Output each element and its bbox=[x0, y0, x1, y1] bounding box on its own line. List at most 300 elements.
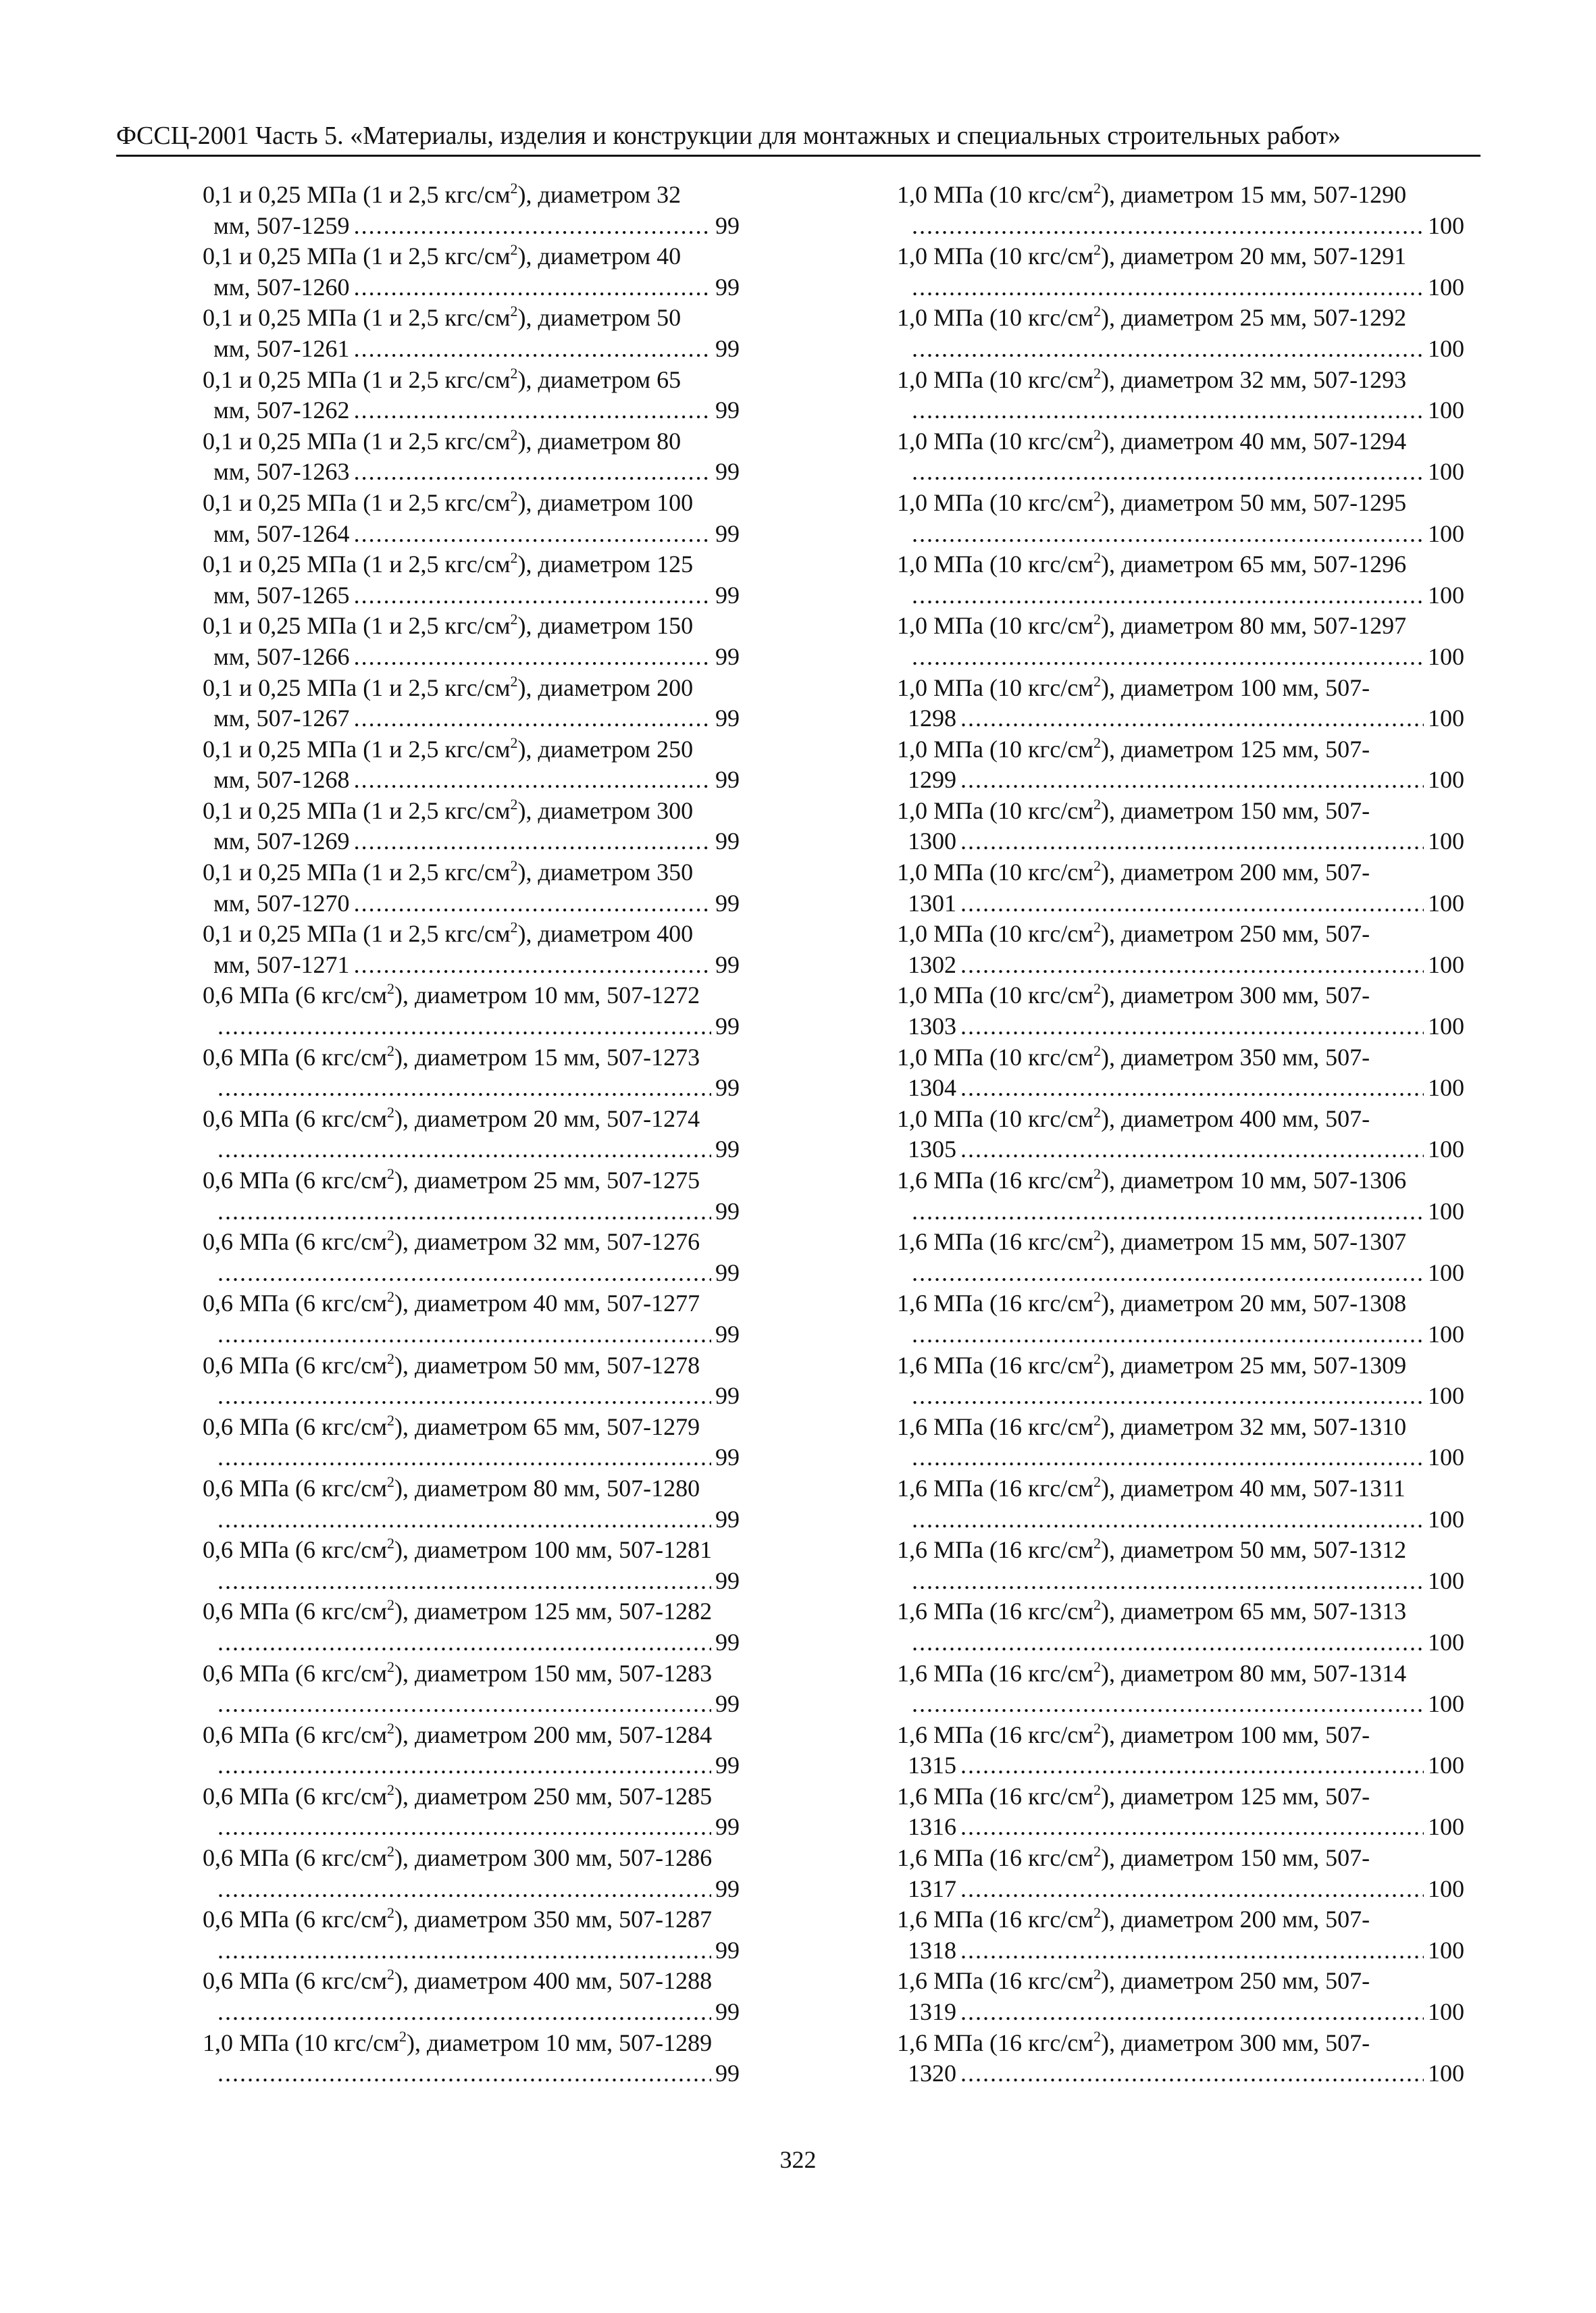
entry-title bbox=[203, 241, 740, 272]
entry-title-tail: ), диаметром 350 мм, 507-1287 bbox=[394, 1906, 713, 1933]
dot-leader bbox=[912, 1319, 1424, 1350]
dot-leader bbox=[912, 580, 1424, 611]
dot-leader bbox=[960, 765, 1424, 796]
entry-superscript: 2 bbox=[1093, 672, 1101, 690]
entry-superscript: 2 bbox=[1093, 364, 1101, 382]
entry-title bbox=[897, 426, 1464, 457]
entry-title-tail: ), диаметром 200 мм, 507- bbox=[1100, 859, 1370, 886]
entry-superscript: 2 bbox=[1093, 1350, 1101, 1367]
entry-code: 1298 bbox=[908, 705, 956, 732]
entry-page-ref: 100 bbox=[1428, 705, 1464, 732]
entry-page-ref: 99 bbox=[715, 950, 740, 978]
entry-continuation bbox=[203, 950, 740, 981]
entry-title-tail: ), диаметром 300 мм, 507- bbox=[1100, 982, 1370, 1009]
entry-title-tail: ), диаметром 15 мм, 507-1290 bbox=[1100, 181, 1407, 208]
entry-superscript: 2 bbox=[386, 1966, 394, 1983]
entry-superscript: 2 bbox=[510, 857, 518, 875]
index-entry bbox=[897, 734, 1464, 796]
index-entry bbox=[203, 1473, 740, 1535]
entry-superscript: 2 bbox=[1093, 2027, 1101, 2045]
entry-superscript: 2 bbox=[1093, 1535, 1101, 1552]
entry-title-tail: ), диаметром 10 мм, 507-1272 bbox=[394, 982, 700, 1009]
entry-superscript: 2 bbox=[386, 1350, 394, 1367]
entry-superscript: 2 bbox=[1093, 1904, 1101, 1922]
entry-code: мм, 507-1269 bbox=[213, 828, 350, 855]
entry-title-text: 1,6 МПа (16 кгс/см bbox=[897, 1167, 1093, 1194]
entry-page-ref: 99 bbox=[715, 397, 740, 424]
entry-page-ref: 100 bbox=[1428, 1936, 1464, 1964]
entry-continuation bbox=[897, 1997, 1464, 2028]
entry-title-tail: ), диаметром 150 мм, 507-1283 bbox=[394, 1659, 713, 1687]
entry-title-text: 1,0 МПа (10 кгс/см bbox=[897, 1043, 1093, 1071]
entry-superscript: 2 bbox=[510, 180, 518, 197]
entry-title-tail: ), диаметром 200 мм, 507-1284 bbox=[394, 1721, 713, 1748]
index-entry bbox=[203, 1042, 740, 1104]
entry-title bbox=[897, 1473, 1464, 1504]
index-entry bbox=[203, 980, 740, 1042]
index-entry bbox=[203, 857, 740, 919]
entry-page-ref: 100 bbox=[1428, 397, 1464, 424]
entry-page-ref: 99 bbox=[715, 642, 740, 670]
entry-title-text: 1,0 МПа (10 кгс/см bbox=[897, 982, 1093, 1009]
entry-superscript: 2 bbox=[1093, 426, 1101, 443]
entry-title-tail: ), диаметром 300 мм, 507- bbox=[1100, 2029, 1370, 2056]
entry-title-tail: ), диаметром 80 мм, 507-1280 bbox=[394, 1474, 700, 1502]
index-entry bbox=[897, 1658, 1464, 1720]
entry-continuation bbox=[897, 1566, 1464, 1597]
entry-title-tail: ), диаметром 250 мм, 507- bbox=[1100, 1967, 1370, 1995]
entry-title-tail: ), диаметром 100 мм, 507- bbox=[1100, 673, 1370, 701]
entry-title-tail: ), диаметром 200 bbox=[517, 673, 694, 701]
entry-title-text: 1,6 МПа (16 кгс/см bbox=[897, 1413, 1093, 1440]
entry-code: 1319 bbox=[908, 1998, 956, 2026]
index-entry bbox=[203, 919, 740, 980]
entry-title-text: 1,6 МПа (16 кгс/см bbox=[897, 1967, 1093, 1995]
entry-title-tail: ), диаметром 32 мм, 507-1310 bbox=[1100, 1413, 1407, 1440]
entry-page-ref: 99 bbox=[715, 1936, 740, 1964]
entry-code: мм, 507-1259 bbox=[213, 211, 350, 239]
entry-title bbox=[203, 1658, 740, 1689]
entry-continuation bbox=[897, 703, 1464, 734]
entry-page-ref: 100 bbox=[1428, 273, 1464, 301]
entry-title-text: 1,6 МПа (16 кгс/см bbox=[897, 1536, 1093, 1564]
entry-title bbox=[203, 1042, 740, 1073]
entry-title-tail: ), диаметром 80 bbox=[517, 427, 681, 455]
dot-leader bbox=[960, 1073, 1424, 1104]
index-entry bbox=[897, 1042, 1464, 1104]
entry-code: мм, 507-1263 bbox=[213, 458, 350, 486]
entry-title bbox=[203, 1720, 740, 1751]
entry-title bbox=[897, 1288, 1464, 1319]
entry-title-text: 1,0 МПа (10 кгс/см bbox=[897, 796, 1093, 824]
index-entry bbox=[897, 488, 1464, 549]
entry-title bbox=[897, 1350, 1464, 1381]
dot-leader bbox=[912, 1196, 1424, 1227]
entry-title-tail: ), диаметром 100 мм, 507-1281 bbox=[394, 1536, 713, 1564]
entry-title-tail: ), диаметром 150 мм, 507- bbox=[1100, 796, 1370, 824]
dot-leader bbox=[912, 457, 1424, 488]
entry-title-text: 1,0 МПа (10 кгс/см bbox=[897, 243, 1093, 270]
entry-title-tail: ), диаметром 65 мм, 507-1313 bbox=[1100, 1598, 1407, 1625]
entry-continuation bbox=[897, 272, 1464, 303]
entry-page-ref: 99 bbox=[715, 1567, 740, 1594]
entry-page-ref: 100 bbox=[1428, 1628, 1464, 1656]
entry-title-tail: ), диаметром 50 мм, 507-1295 bbox=[1100, 488, 1407, 516]
entry-title-text: 1,6 МПа (16 кгс/см bbox=[897, 1228, 1093, 1256]
dot-leader bbox=[217, 1812, 711, 1843]
entry-continuation bbox=[203, 765, 740, 796]
entry-title-text: 0,6 МПа (6 кгс/см bbox=[203, 1351, 387, 1379]
entry-page-ref: 100 bbox=[1428, 1567, 1464, 1594]
dot-leader bbox=[217, 1319, 711, 1350]
entry-continuation bbox=[897, 1258, 1464, 1289]
entry-superscript: 2 bbox=[1093, 303, 1101, 320]
entry-title-tail: ), диаметром 250 мм, 507- bbox=[1100, 920, 1370, 948]
index-entry bbox=[897, 1104, 1464, 1165]
entry-page-ref: 100 bbox=[1428, 1752, 1464, 1779]
entry-page-ref: 100 bbox=[1428, 1813, 1464, 1841]
entry-page-ref: 100 bbox=[1428, 2060, 1464, 2087]
entry-superscript: 2 bbox=[386, 1165, 394, 1182]
entry-code: мм, 507-1261 bbox=[213, 334, 350, 362]
entry-continuation bbox=[203, 1935, 740, 1966]
entry-title bbox=[897, 611, 1464, 642]
entry-code: 1318 bbox=[908, 1936, 956, 1964]
entry-page-ref: 100 bbox=[1428, 828, 1464, 855]
index-entry bbox=[897, 426, 1464, 488]
entry-title bbox=[203, 1227, 740, 1258]
entry-title bbox=[897, 1412, 1464, 1443]
entry-page-ref: 100 bbox=[1428, 1136, 1464, 1163]
entry-page-ref: 99 bbox=[715, 1875, 740, 1902]
entry-title-text: 0,6 МПа (6 кгс/см bbox=[203, 1043, 387, 1071]
dot-leader bbox=[960, 1812, 1424, 1843]
entry-title-text: 0,1 и 0,25 МПа (1 и 2,5 кгс/см bbox=[203, 920, 511, 948]
entry-title bbox=[897, 549, 1464, 580]
entry-continuation bbox=[203, 1073, 740, 1104]
index-entry bbox=[203, 426, 740, 488]
entry-title bbox=[897, 857, 1464, 888]
dot-leader bbox=[960, 1134, 1424, 1165]
entry-page-ref: 100 bbox=[1428, 1259, 1464, 1286]
entry-title-text: 0,6 МПа (6 кгс/см bbox=[203, 1967, 387, 1995]
entry-page-ref: 99 bbox=[715, 1505, 740, 1533]
entry-page-ref: 100 bbox=[1428, 458, 1464, 486]
dot-leader bbox=[354, 642, 711, 673]
entry-title bbox=[897, 241, 1464, 272]
index-entry bbox=[897, 1720, 1464, 1781]
entry-superscript: 2 bbox=[386, 1535, 394, 1552]
dot-leader bbox=[354, 334, 711, 365]
dot-leader bbox=[912, 519, 1424, 550]
dot-leader bbox=[912, 1504, 1424, 1535]
entry-title-tail: ), диаметром 150 мм, 507- bbox=[1100, 1844, 1370, 1872]
entry-superscript: 2 bbox=[1093, 795, 1101, 813]
entry-code: 1304 bbox=[908, 1074, 956, 1102]
dot-leader bbox=[354, 395, 711, 426]
entry-superscript: 2 bbox=[1093, 241, 1101, 259]
entry-title-text: 0,1 и 0,25 МПа (1 и 2,5 кгс/см bbox=[203, 365, 511, 393]
entry-title-text: 0,6 МПа (6 кгс/см bbox=[203, 1906, 387, 1933]
entry-superscript: 2 bbox=[1093, 1103, 1101, 1121]
entry-code: 1303 bbox=[908, 1013, 956, 1040]
entry-title bbox=[897, 1104, 1464, 1135]
entry-title-text: 1,0 МПа (10 кгс/см bbox=[897, 859, 1093, 886]
entry-title-tail: ), диаметром 25 мм, 507-1275 bbox=[394, 1167, 700, 1194]
entry-title-tail: ), диаметром 125 мм, 507- bbox=[1100, 1782, 1370, 1810]
entry-page-ref: 100 bbox=[1428, 950, 1464, 978]
index-entry bbox=[897, 1781, 1464, 1843]
left-index-column bbox=[203, 180, 740, 2089]
index-entry bbox=[897, 1596, 1464, 1658]
entry-title-tail: ), диаметром 65 мм, 507-1296 bbox=[1100, 551, 1407, 578]
index-entry bbox=[897, 796, 1464, 857]
entry-page-ref: 100 bbox=[1428, 1690, 1464, 1718]
entry-superscript: 2 bbox=[1093, 549, 1101, 567]
entry-title-text: 1,0 МПа (10 кгс/см bbox=[897, 181, 1093, 208]
entry-superscript: 2 bbox=[1093, 1042, 1101, 1059]
entry-title-text: 0,1 и 0,25 МПа (1 и 2,5 кгс/см bbox=[203, 859, 511, 886]
header-divider bbox=[116, 155, 1481, 157]
entry-superscript: 2 bbox=[1093, 919, 1101, 936]
entry-title-tail: ), диаметром 300 bbox=[517, 796, 694, 824]
entry-title-tail: ), диаметром 125 мм, 507- bbox=[1100, 735, 1370, 763]
entry-title bbox=[203, 1596, 740, 1627]
entry-title bbox=[897, 1535, 1464, 1566]
entry-title-tail: ), диаметром 400 bbox=[517, 920, 694, 948]
dot-leader bbox=[912, 1566, 1424, 1597]
index-entry bbox=[897, 1350, 1464, 1412]
entry-title-tail: ), диаметром 150 bbox=[517, 612, 694, 640]
entry-title bbox=[203, 303, 740, 334]
entry-title-tail: ), диаметром 80 мм, 507-1314 bbox=[1100, 1659, 1407, 1687]
index-entry bbox=[897, 1288, 1464, 1350]
entry-superscript: 2 bbox=[386, 980, 394, 998]
entry-title-tail: ), диаметром 80 мм, 507-1297 bbox=[1100, 612, 1407, 640]
entry-superscript: 2 bbox=[386, 1473, 394, 1490]
entry-code: 1320 bbox=[908, 2060, 956, 2087]
entry-continuation bbox=[897, 1935, 1464, 1966]
entry-code: 1301 bbox=[908, 889, 956, 917]
entry-superscript: 2 bbox=[1093, 1288, 1101, 1306]
entry-title-text: 1,6 МПа (16 кгс/см bbox=[897, 1659, 1093, 1687]
entry-title-text: 1,0 МПа (10 кгс/см bbox=[897, 673, 1093, 701]
entry-title-text: 0,6 МПа (6 кгс/см bbox=[203, 1228, 387, 1256]
entry-title bbox=[897, 1966, 1464, 1997]
entry-title bbox=[203, 1843, 740, 1874]
entry-continuation bbox=[897, 1134, 1464, 1165]
entry-code: мм, 507-1268 bbox=[213, 766, 350, 794]
entry-page-ref: 99 bbox=[715, 1752, 740, 1779]
entry-title-tail: ), диаметром 65 мм, 507-1279 bbox=[394, 1413, 700, 1440]
entry-page-ref: 99 bbox=[715, 2060, 740, 2087]
entry-title-text: 1,0 МПа (10 кгс/см bbox=[897, 551, 1093, 578]
entry-title-tail: ), диаметром 125 мм, 507-1282 bbox=[394, 1598, 713, 1625]
index-entry bbox=[203, 1781, 740, 1843]
entry-title-text: 1,0 МПа (10 кгс/см bbox=[897, 488, 1093, 516]
entry-title-tail: ), диаметром 400 мм, 507-1288 bbox=[394, 1967, 713, 1995]
entry-continuation bbox=[203, 1689, 740, 1720]
entry-superscript: 2 bbox=[386, 1596, 394, 1614]
entry-code: 1300 bbox=[908, 828, 956, 855]
entry-title-text: 1,6 МПа (16 кгс/см bbox=[897, 1782, 1093, 1810]
index-entry bbox=[897, 1535, 1464, 1596]
entry-title bbox=[897, 1720, 1464, 1751]
index-entry bbox=[897, 673, 1464, 734]
entry-page-ref: 100 bbox=[1428, 1444, 1464, 1471]
entry-title-text: 0,6 МПа (6 кгс/см bbox=[203, 1290, 387, 1317]
entry-title bbox=[897, 980, 1464, 1011]
entry-title bbox=[897, 734, 1464, 765]
entry-title bbox=[203, 1781, 740, 1812]
index-entry bbox=[897, 980, 1464, 1042]
entry-page-ref: 99 bbox=[715, 1690, 740, 1718]
entry-continuation bbox=[203, 395, 740, 426]
entry-title-text: 0,6 МПа (6 кгс/см bbox=[203, 982, 387, 1009]
entry-title-text: 1,0 МПа (10 кгс/см bbox=[897, 612, 1093, 640]
entry-superscript: 2 bbox=[386, 1227, 394, 1244]
dot-leader bbox=[354, 703, 711, 734]
entry-title-text: 0,1 и 0,25 МПа (1 и 2,5 кгс/см bbox=[203, 796, 511, 824]
dot-leader bbox=[912, 1381, 1424, 1412]
entry-title-tail: ), диаметром 350 bbox=[517, 859, 694, 886]
entry-continuation bbox=[203, 703, 740, 734]
entry-continuation bbox=[897, 519, 1464, 550]
entry-title bbox=[203, 673, 740, 704]
entry-title-text: 0,1 и 0,25 МПа (1 и 2,5 кгс/см bbox=[203, 673, 511, 701]
entry-page-ref: 99 bbox=[715, 1136, 740, 1163]
entry-continuation bbox=[203, 211, 740, 242]
entry-title bbox=[897, 180, 1464, 211]
index-entry bbox=[203, 303, 740, 364]
entry-code: мм, 507-1262 bbox=[213, 397, 350, 424]
entry-superscript: 2 bbox=[510, 426, 518, 443]
entry-page-ref: 100 bbox=[1428, 1505, 1464, 1533]
entry-page-ref: 99 bbox=[715, 581, 740, 609]
entry-title-text: 0,1 и 0,25 МПа (1 и 2,5 кгс/см bbox=[203, 243, 511, 270]
entry-title-tail: ), диаметром 300 мм, 507-1286 bbox=[394, 1844, 713, 1872]
entry-code: мм, 507-1271 bbox=[213, 950, 350, 978]
dot-leader bbox=[354, 519, 711, 550]
entry-superscript: 2 bbox=[1093, 1165, 1101, 1182]
entry-superscript: 2 bbox=[1093, 1227, 1101, 1244]
dot-leader bbox=[960, 826, 1424, 857]
entry-title-tail: ), диаметром 100 bbox=[517, 488, 694, 516]
entry-continuation bbox=[897, 1750, 1464, 1781]
entry-page-ref: 99 bbox=[715, 1628, 740, 1656]
entry-continuation bbox=[897, 580, 1464, 611]
entry-superscript: 2 bbox=[386, 1411, 394, 1429]
entry-continuation bbox=[897, 1689, 1464, 1720]
index-entry bbox=[203, 365, 740, 426]
entry-page-ref: 99 bbox=[715, 1320, 740, 1348]
entry-title-tail: ), диаметром 200 мм, 507- bbox=[1100, 1906, 1370, 1933]
entry-title bbox=[203, 919, 740, 950]
entry-page-ref: 99 bbox=[715, 1444, 740, 1471]
index-entry bbox=[203, 1966, 740, 2027]
entry-superscript: 2 bbox=[510, 487, 518, 505]
dot-leader bbox=[354, 950, 711, 981]
entry-title bbox=[897, 488, 1464, 519]
index-entry bbox=[897, 365, 1464, 426]
entry-continuation bbox=[897, 1442, 1464, 1473]
entry-continuation bbox=[897, 826, 1464, 857]
entry-title-text: 1,6 МПа (16 кгс/см bbox=[897, 1721, 1093, 1748]
entry-continuation bbox=[203, 888, 740, 919]
entry-code: 1305 bbox=[908, 1136, 956, 1163]
entry-code: мм, 507-1270 bbox=[213, 889, 350, 917]
entry-title-tail: ), диаметром 50 мм, 507-1278 bbox=[394, 1351, 700, 1379]
entry-title-text: 0,6 МПа (6 кгс/см bbox=[203, 1474, 387, 1502]
entry-title bbox=[897, 1658, 1464, 1689]
entry-title bbox=[897, 1596, 1464, 1627]
index-entry bbox=[897, 919, 1464, 980]
entry-superscript: 2 bbox=[1093, 611, 1101, 628]
entry-page-ref: 100 bbox=[1428, 1320, 1464, 1348]
index-entry bbox=[897, 1966, 1464, 2027]
dot-leader bbox=[354, 272, 711, 303]
dot-leader bbox=[217, 1750, 711, 1781]
dot-leader bbox=[912, 272, 1424, 303]
entry-superscript: 2 bbox=[1093, 1596, 1101, 1614]
entry-continuation bbox=[897, 334, 1464, 365]
index-entry bbox=[203, 1104, 740, 1165]
dot-leader bbox=[217, 1134, 711, 1165]
entry-title-tail: ), диаметром 400 мм, 507- bbox=[1100, 1104, 1370, 1132]
entry-title bbox=[897, 1843, 1464, 1874]
entry-title-tail: ), диаметром 40 мм, 507-1277 bbox=[394, 1290, 700, 1317]
entry-title bbox=[897, 1042, 1464, 1073]
entry-title bbox=[897, 365, 1464, 396]
entry-title-tail: ), диаметром 40 bbox=[517, 243, 681, 270]
dot-leader bbox=[354, 580, 711, 611]
entry-code: 1299 bbox=[908, 766, 956, 794]
entry-title-text: 1,0 МПа (10 кгс/см bbox=[897, 735, 1093, 763]
dot-leader bbox=[960, 888, 1424, 919]
entry-continuation bbox=[897, 1627, 1464, 1658]
entry-continuation bbox=[203, 642, 740, 673]
index-entry bbox=[203, 2028, 740, 2089]
entry-title bbox=[203, 734, 740, 765]
index-entry bbox=[203, 1350, 740, 1412]
entry-title bbox=[203, 2028, 740, 2059]
entry-title-text: 0,1 и 0,25 МПа (1 и 2,5 кгс/см bbox=[203, 427, 511, 455]
entry-page-ref: 100 bbox=[1428, 642, 1464, 670]
entry-title bbox=[897, 1781, 1464, 1812]
dot-leader bbox=[960, 950, 1424, 981]
dot-leader bbox=[217, 1874, 711, 1905]
index-entry bbox=[897, 1165, 1464, 1227]
entry-code: 1317 bbox=[908, 1875, 956, 1902]
entry-superscript: 2 bbox=[1093, 1781, 1101, 1798]
entry-superscript: 2 bbox=[510, 303, 518, 320]
entry-title bbox=[203, 180, 740, 211]
entry-continuation bbox=[897, 1381, 1464, 1412]
entry-title-text: 0,6 МПа (6 кгс/см bbox=[203, 1721, 387, 1748]
entry-page-ref: 99 bbox=[715, 828, 740, 855]
entry-title-text: 1,0 МПа (10 кгс/см bbox=[897, 920, 1093, 948]
entry-title bbox=[203, 796, 740, 827]
entry-page-ref: 100 bbox=[1428, 581, 1464, 609]
entry-superscript: 2 bbox=[510, 795, 518, 813]
right-index-column bbox=[897, 180, 1464, 2089]
entry-page-ref: 99 bbox=[715, 1998, 740, 2026]
entry-page-ref: 100 bbox=[1428, 1875, 1464, 1902]
entry-continuation bbox=[203, 1381, 740, 1412]
entry-title bbox=[203, 1904, 740, 1935]
dot-leader bbox=[960, 1011, 1424, 1042]
entry-superscript: 2 bbox=[398, 2027, 407, 2045]
